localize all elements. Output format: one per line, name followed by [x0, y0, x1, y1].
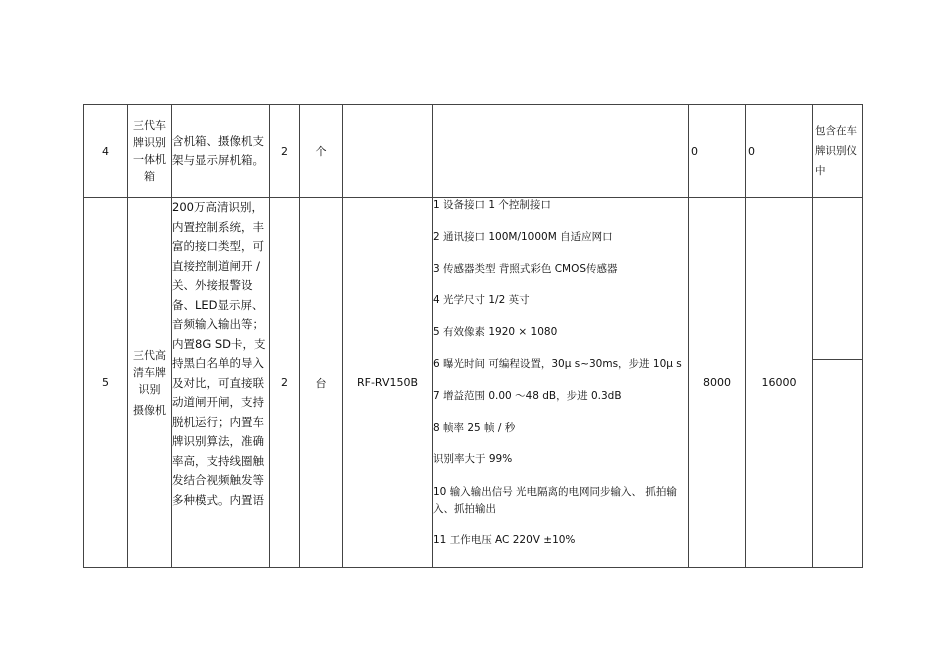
item-description: 200万高清识别，内置控制系统，丰富的接口类型，可直接控制道闸开 / 关、外接报警设备、LED显示屏、音频输入输出等；内置8G SD卡，支持黑白名单的导入及对比，可直接联动道闸开闸，支持脱机运行；内置车牌识别算法，准确率高，支持线圈触发结合视频触发等多种模式。内置语 [172, 198, 270, 568]
spec-line: 识别率大于 99% [433, 453, 513, 466]
item-quantity: 2 [270, 198, 300, 568]
unit-price: 0 [689, 105, 746, 198]
table-row [84, 105, 863, 198]
table-row [84, 198, 863, 568]
spec-line: 8 帧率 25 帧 / 秒 [433, 421, 516, 434]
item-note: 包含在车牌识别仪中 [813, 105, 863, 198]
item-model: RF-RV150B [343, 198, 433, 568]
item-quantity: 2 [270, 105, 300, 198]
item-spec [433, 105, 689, 198]
row-number: 4 [84, 105, 128, 198]
note-upper [813, 198, 862, 360]
spec-line: 3 传感器类型 背照式彩色 CMOS传感器 [433, 262, 618, 275]
spec-line: 10 输入输出信号 光电隔离的电网同步输入、 抓拍输入、抓拍输出 [433, 486, 677, 516]
row-number: 5 [84, 198, 128, 568]
item-note [813, 198, 863, 568]
spec-line: 1 设备接口 1 个控制接口 [433, 199, 551, 211]
item-unit: 台 [300, 198, 343, 568]
item-name: 三代车 牌识别 一体机 箱 [128, 105, 172, 198]
total-price: 16000 [746, 198, 813, 568]
item-spec [433, 198, 689, 568]
item-unit: 个 [300, 105, 343, 198]
unit-price: 8000 [689, 198, 746, 568]
equipment-table [83, 104, 863, 568]
spec-line: 5 有效像素 1920 × 1080 [433, 326, 558, 339]
total-price: 0 [746, 105, 813, 198]
spec-line: 4 光学尺寸 1/2 英寸 [433, 294, 530, 307]
spec-line: 6 曝光时间 可编程设置，30μ s~30ms，步进 10μ s [433, 357, 682, 370]
spec-line: 2 通讯接口 100M/1000M 自适应网口 [433, 230, 613, 243]
spec-line: 11 工作电压 AC 220V ±10% [433, 534, 576, 547]
spec-line: 7 增益范围 0.00 ～48 dB，步进 0.3dB [433, 389, 622, 402]
item-name: 三代高 清车牌 识别 摄像机 [128, 198, 172, 568]
item-model [343, 105, 433, 198]
item-description: 含机箱、摄像机支架与显示屏机箱。 [172, 105, 270, 198]
